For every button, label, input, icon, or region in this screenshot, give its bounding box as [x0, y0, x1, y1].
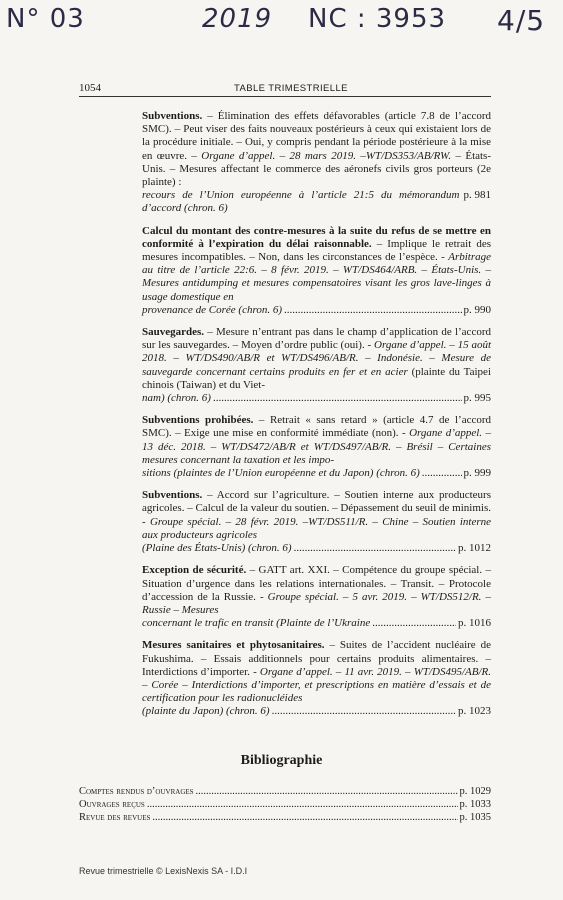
entry	[79, 326, 491, 405]
entry-page-ref: p. 1023	[458, 705, 491, 718]
entry-page-ref: p. 999	[463, 467, 491, 480]
handwritten-code: NC : 3953	[308, 4, 447, 34]
entry-citation: Organe d’appel. – 15 août 2018. – WT/DS490/AB/R et WT/DS496/AB/R. – Indonésie. – Mesure de sauvegarde concernant certains produits en fer et en acier	[142, 339, 492, 378]
bibliography-label: Revue des revues	[79, 812, 151, 823]
entry-page-ref: p. 1012	[458, 542, 491, 555]
entry-last-line: recours de l’Union européenne à l’article 21:5 du mémorandum d’accord (chron. 6)	[142, 189, 460, 215]
entry-body: – Élimination des effets défavorables (article 7.8 de l’accord SMC). – Peut viser des faits nouveaux postérieurs à ceux qui existaient lors de la procédure initiale. – Oui, y compris pendant la période postérieure à la mise en œuvre. –	[142, 110, 491, 162]
entry-heading: Mesures sanitaires et phytosanitaires.	[142, 639, 325, 652]
handwritten-year: 2019	[202, 4, 273, 34]
entry-last-line: (plainte du Japon) (chron. 6)	[142, 705, 270, 718]
bibliography-label: Ouvrages reçus	[79, 799, 145, 810]
entry	[79, 639, 491, 718]
bibliography-item	[79, 785, 491, 798]
bibliography-page: p. 1029	[459, 786, 491, 797]
entry-citation: Groupe spécial. – 28 févr. 2019. –WT/DS511/R. – Chine – Soutien interne aux producteurs agricoles	[142, 515, 491, 541]
entry-page-ref: p. 1016	[458, 617, 491, 630]
entry	[79, 414, 491, 480]
entry-citation: Arbitrage au titre de l’article 22:6. – 8 févr. 2019. – WT/DS464/ARB. – États-Unis. – Mesures antidumping et mesures compensatoires visant les gros lave-linges à usage domestique en	[142, 251, 491, 303]
entry	[79, 564, 491, 630]
running-head	[79, 80, 491, 97]
entry-body: – Implique le retrait des mesures incompatibles. – Non, dans les circonstances de l’espèce. -	[142, 237, 491, 264]
bibliography-label: Comptes rendus d’ouvrages	[79, 786, 194, 797]
bibliography-item	[79, 811, 491, 824]
entries-list	[79, 110, 491, 728]
entry-last-line: nam) (chron. 6)	[142, 392, 211, 405]
page-number: 1054	[79, 82, 101, 94]
entry-body: – Accord sur l’agriculture. – Soutien interne aux producteurs agricoles. – Calcul de la valeur du soutien. – Dépassement du seuil de minimis. -	[142, 489, 491, 528]
bibliography-page: p. 1033	[459, 799, 491, 810]
entry-heading: Subventions.	[142, 489, 203, 502]
entry-heading: Subventions.	[142, 110, 203, 122]
entry	[79, 489, 491, 555]
entry-last-line: concernant le trafic en transit (Plainte de l’Ukraine	[142, 617, 371, 630]
entry-body: – GATT art. XXI. – Compétence du groupe spécial. – Situation d’urgence dans les relations internationales. – Transit. – Protocole d’accession de la Russie. -	[142, 564, 492, 603]
entry-heading: Exception de sécurité.	[142, 564, 247, 577]
entry-body: – Suites de l’accident nucléaire de Fukushima. – Essais additionnels pour certains produits alimentaires. – Interdictions d’importer. -	[142, 639, 492, 678]
running-title: TABLE TRIMESTRIELLE	[234, 83, 348, 94]
entry-citation: Groupe spécial. – 5 avr. 2019. – WT/DS512/R. – Russie – Mesures	[142, 590, 491, 616]
entry-body-cont: (plainte du Taipei chinois (Taiwan) et du Viet-	[142, 365, 491, 391]
entry-body: – Retrait « sans retard » (article 4.7 de l’accord SMC). – Exige une mise en conformité immédiate (non). -	[142, 414, 492, 440]
entry-body-cont: – États-Unis. – Mesures affectant le commerce des aéronefs civils gros porteurs (2e plainte) :	[142, 149, 492, 189]
entry-heading: Sauvegardes.	[142, 326, 205, 339]
bibliography-list	[79, 785, 491, 824]
handwritten-fraction: 4/5	[497, 4, 546, 37]
entry-last-line: provenance de Corée (chron. 6)	[142, 303, 282, 316]
bibliography-item	[79, 798, 491, 811]
bibliography-title: Bibliographie	[240, 753, 323, 768]
entry-page-ref: p. 981	[463, 189, 491, 202]
entry-last-line: (Plaine des États-Unis) (chron. 6)	[142, 542, 292, 555]
entry-citation: Organe d’appel. – 28 mars 2019. –WT/DS353/AB/RW.	[201, 149, 452, 162]
entry-heading: Calcul du montant des contre-mesures à la suite du refus de se mettre en conformité à l’expiration du délai raisonnable.	[142, 224, 491, 250]
page-footer: Revue trimestrielle © LexisNexis SA - I.D.I	[79, 866, 248, 876]
entry-last-line: sitions (plaintes de l’Union européenne et du Japon) (chron. 6)	[142, 467, 420, 480]
entry-body: – Mesure n’entrant pas dans le champ d’application de l’accord sur les sauvegardes. – Moyen d’ordre public (oui). -	[142, 326, 491, 352]
entry-heading: Subventions prohibées.	[142, 414, 254, 427]
bibliography-page: p. 1035	[459, 812, 491, 823]
entry-citation: Organe d’appel. – 11 avr. 2019. – WT/DS495/AB/R. – Corée – Interdictions d’importer, et prescriptions en matière d’essais et de certification pour les radionucléides	[142, 665, 491, 705]
entry-page-ref: p. 990	[463, 303, 491, 316]
entry	[79, 110, 491, 216]
entry-citation: Organe d’appel. – 13 déc. 2018. – WT/DS472/AB/R et WT/DS497/AB/R. – Brésil – Certaines mesures concernant la taxation et les impo-	[142, 427, 491, 466]
handwritten-issue-number: N° 03	[6, 4, 85, 34]
entry	[79, 225, 491, 317]
entry-page-ref: p. 995	[463, 392, 491, 405]
